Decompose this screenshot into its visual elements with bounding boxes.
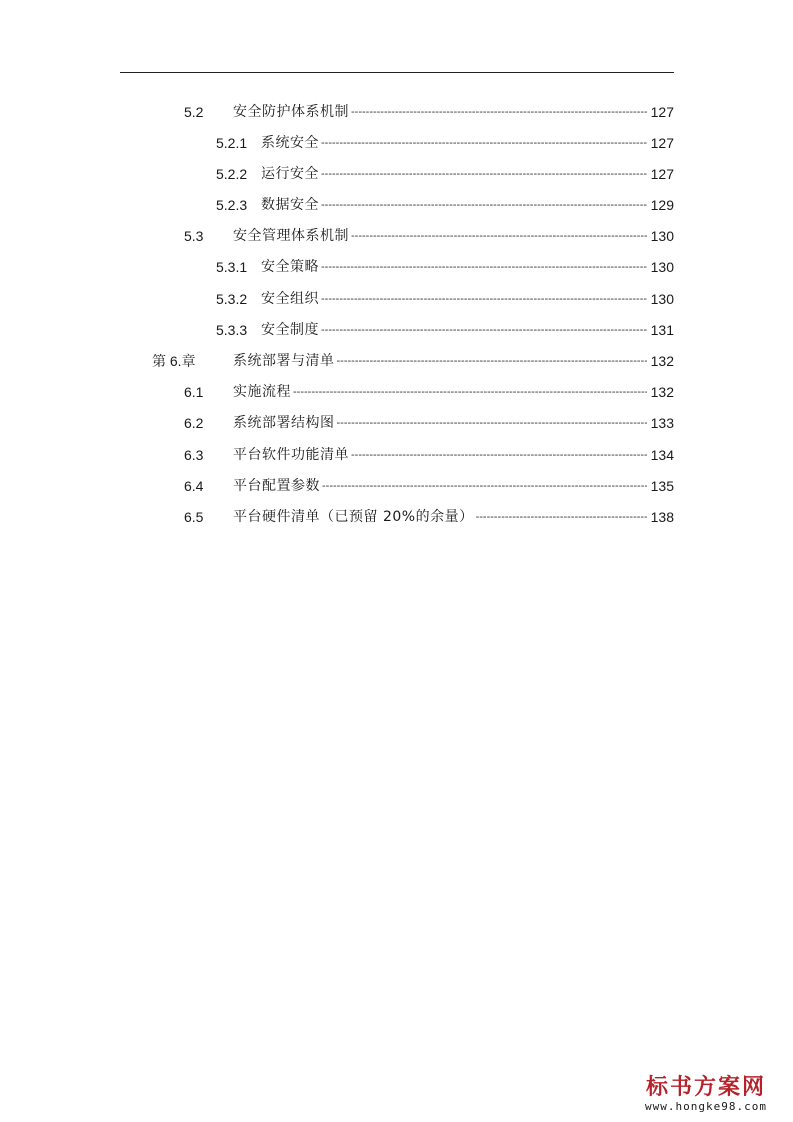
- toc-entry-5-3-3[interactable]: [216, 318, 674, 342]
- toc-entry-title: 平台配置参数: [233, 478, 320, 494]
- toc-leader-dots: [321, 318, 647, 342]
- toc-entry-6-2[interactable]: [184, 411, 674, 435]
- toc-entry-number: 5.3.1: [216, 259, 248, 275]
- toc-leader-dots: [321, 193, 647, 217]
- toc-entry-number: 6.4: [184, 478, 204, 494]
- toc-entry-number: 5.3.2: [216, 291, 248, 307]
- toc-entry-page: 134: [650, 447, 674, 463]
- toc-leader-dots: [351, 224, 647, 248]
- watermark-logo-text: 标书方案网: [645, 1074, 766, 1100]
- toc-entry-number: 6.1: [184, 384, 204, 400]
- watermark-url: www.hongke98.com: [645, 1100, 767, 1113]
- site-watermark: [631, 1074, 781, 1114]
- toc-entry-page: 138: [650, 509, 674, 525]
- toc-entry-6-1[interactable]: [184, 380, 674, 404]
- toc-leader-dots: [337, 411, 647, 435]
- toc-entry-page: 127: [650, 104, 674, 120]
- toc-entry-page: 130: [650, 228, 674, 244]
- toc-entry-5-3-1[interactable]: [216, 255, 674, 279]
- toc-entry-number: 5.3.3: [216, 322, 248, 338]
- toc-entry-5-2-2[interactable]: [216, 162, 674, 186]
- toc-entry-number: 6.2: [184, 415, 204, 431]
- toc-leader-dots: [321, 287, 647, 311]
- toc-entry-title: 系统安全: [261, 135, 319, 151]
- toc-entry-page: 127: [650, 135, 674, 151]
- toc-leader-dots: [476, 505, 647, 529]
- toc-entry-title: 系统部署结构图: [233, 415, 335, 431]
- toc-entry-title: 安全组织: [261, 291, 319, 307]
- toc-entry-page: 127: [650, 166, 674, 182]
- header-rule: [120, 72, 674, 73]
- toc-leader-dots: [293, 380, 647, 404]
- toc-entry-5-2-1[interactable]: [216, 131, 674, 155]
- toc-entry-5-3-2[interactable]: [216, 287, 674, 311]
- toc-entry-5-3[interactable]: [184, 224, 674, 248]
- toc-leader-dots: [321, 131, 647, 155]
- toc-entry-title: 系统部署与清单: [233, 353, 335, 369]
- toc-entry-title: 运行安全: [261, 166, 319, 182]
- toc-leader-dots: [321, 162, 647, 186]
- toc-entry-title: 安全制度: [261, 322, 319, 338]
- toc-entry-title: 实施流程: [233, 384, 291, 400]
- toc-entry-title: 安全管理体系机制: [233, 228, 349, 244]
- toc-entry-page: 132: [650, 353, 674, 369]
- toc-entry-page: 132: [650, 384, 674, 400]
- toc-entry-6-5[interactable]: [184, 505, 674, 529]
- toc-entry-6-4[interactable]: [184, 474, 674, 498]
- toc-entry-number: 5.2.3: [216, 197, 248, 213]
- toc-entry-page: 130: [650, 291, 674, 307]
- toc-leader-dots: [351, 100, 647, 124]
- toc-leader-dots: [322, 474, 647, 498]
- toc-leader-dots: [337, 349, 647, 373]
- toc-entry-number: 5.2.1: [216, 135, 248, 151]
- toc-entry-title: 数据安全: [261, 197, 319, 213]
- toc-entry-number: 6.5: [184, 509, 204, 525]
- toc-entry-6-3[interactable]: [184, 443, 674, 467]
- toc-entry-chapter-6[interactable]: [152, 349, 674, 373]
- toc-entry-number: 5.2.2: [216, 166, 248, 182]
- toc-entry-page: 130: [650, 259, 674, 275]
- toc-entry-title: 安全策略: [261, 259, 319, 275]
- toc-entry-title: 平台硬件清单（已预留 20%的余量）: [233, 509, 474, 525]
- toc-entry-number: 5.3: [184, 228, 204, 244]
- toc-leader-dots: [351, 443, 647, 467]
- toc-entry-title: 安全防护体系机制: [233, 104, 349, 120]
- toc-entry-5-2-3[interactable]: [216, 193, 674, 217]
- toc-entry-number: 第 6.章: [152, 353, 196, 369]
- toc-entry-page: 135: [650, 478, 674, 494]
- toc-entry-number: 6.3: [184, 447, 204, 463]
- toc-entry-page: 131: [650, 322, 674, 338]
- toc-entry-number: 5.2: [184, 104, 204, 120]
- toc-entry-title: 平台软件功能清单: [233, 447, 349, 463]
- toc-entry-page: 133: [650, 415, 674, 431]
- toc-leader-dots: [321, 255, 647, 279]
- toc-entry-page: 129: [650, 197, 674, 213]
- toc-entry-5-2[interactable]: [184, 100, 674, 124]
